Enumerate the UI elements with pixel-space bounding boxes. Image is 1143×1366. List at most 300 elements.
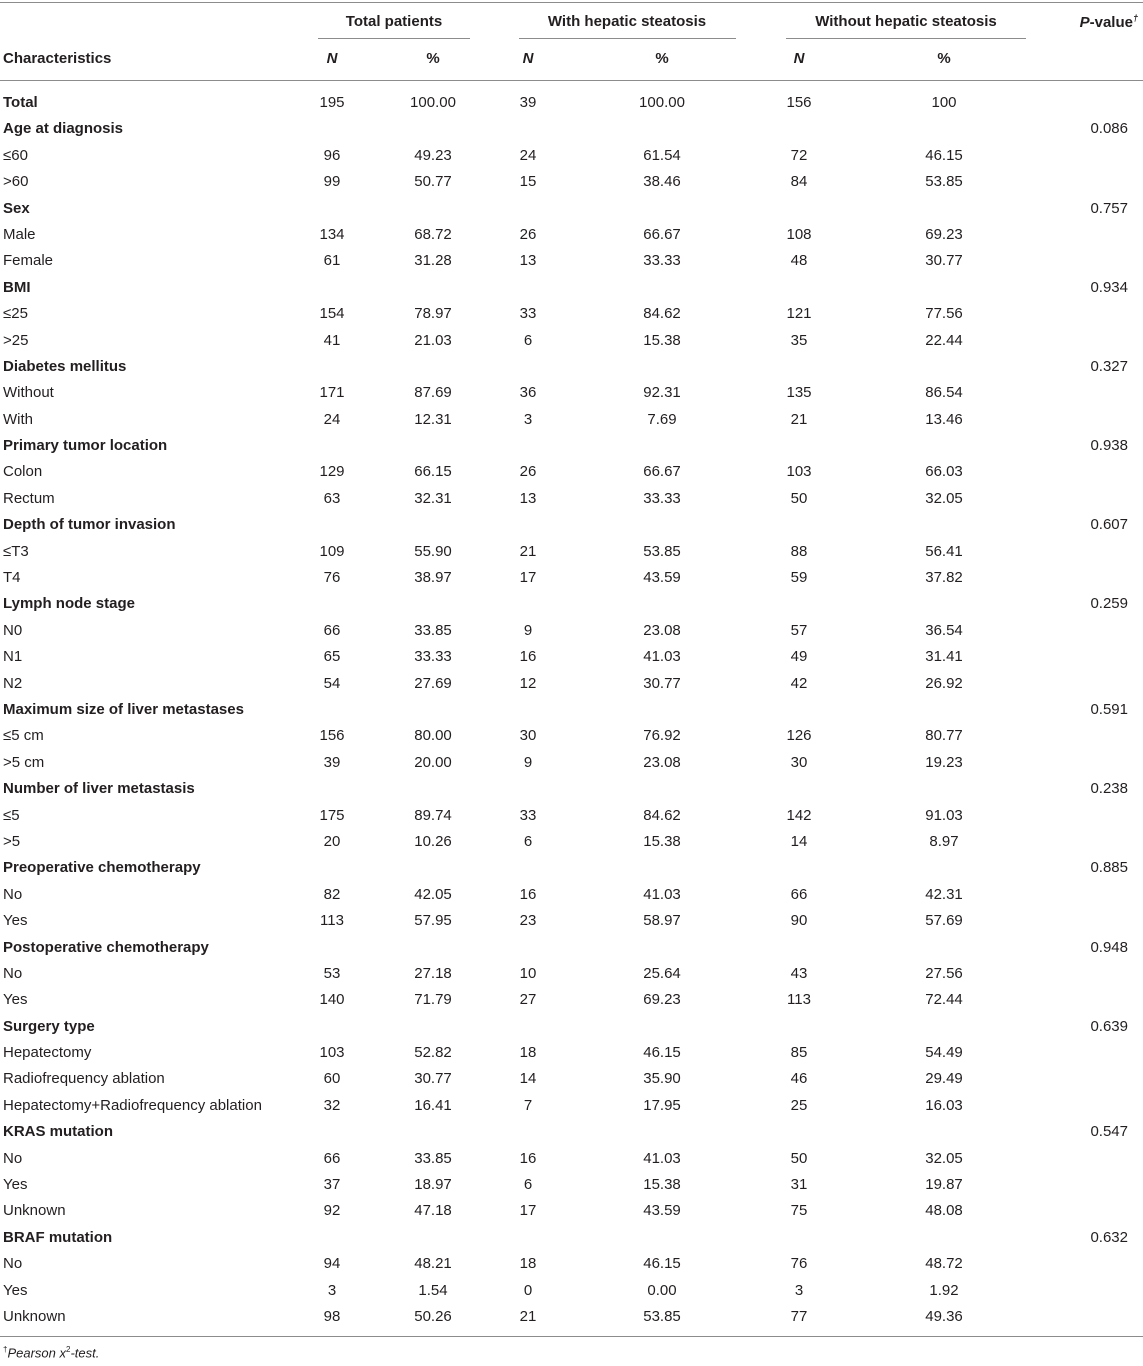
cell-n-without: 85 [790, 1044, 808, 1062]
header-underline-with [519, 38, 736, 39]
cell-n-with: 30 [519, 727, 537, 745]
cell-n-with: 27 [519, 991, 537, 1009]
cell-pct-with: 7.69 [647, 410, 677, 428]
row-label: Hepatectomy [3, 1044, 92, 1062]
table-row [0, 248, 1143, 274]
row-label: Yes [3, 991, 28, 1009]
row-label: Postoperative chemotherapy [3, 938, 209, 956]
table-row [0, 618, 1143, 644]
cell-pct-without: 69.23 [925, 225, 963, 243]
cell-n-without: 31 [790, 1176, 808, 1194]
cell-n-total: 99 [323, 173, 341, 191]
cell-n-without: 57 [790, 621, 808, 639]
row-label: BRAF mutation [3, 1228, 113, 1246]
header-pvalue-dagger: † [1132, 13, 1138, 23]
category-row [0, 855, 1143, 881]
cell-pct-without: 16.03 [925, 1096, 963, 1114]
table-row [0, 301, 1143, 327]
cell-n-total: 175 [319, 806, 345, 824]
cell-pvalue: 0.327 [1090, 357, 1128, 375]
cell-n-with: 15 [519, 173, 537, 191]
cell-pct-total: 12.31 [414, 410, 452, 428]
cell-pct-total: 21.03 [414, 331, 452, 349]
cell-n-without: 66 [790, 885, 808, 903]
cell-n-total: 94 [323, 1255, 341, 1273]
cell-n-with: 6 [523, 1176, 533, 1194]
cell-pct-with: 69.23 [643, 991, 681, 1009]
cell-pct-total: 32.31 [414, 489, 452, 507]
header-group-with-steatosis: With hepatic steatosis [547, 13, 707, 30]
cell-n-total: 66 [323, 1149, 341, 1167]
cell-pct-without: 22.44 [925, 331, 963, 349]
cell-pct-without: 19.87 [925, 1176, 963, 1194]
cell-pct-total: 66.15 [414, 463, 452, 481]
row-label: No [3, 964, 23, 982]
row-label: No [3, 1149, 23, 1167]
table-row [0, 486, 1143, 512]
table-body [0, 90, 1143, 1330]
cell-pct-without: 37.82 [925, 569, 963, 587]
row-label: Yes [3, 912, 28, 930]
cell-pct-with: 23.08 [643, 753, 681, 771]
cell-n-total: 53 [323, 964, 341, 982]
cell-pct-with: 76.92 [643, 727, 681, 745]
cell-n-with: 18 [519, 1044, 537, 1062]
header-n-without: N [793, 50, 805, 67]
cell-pct-total: 48.21 [414, 1255, 452, 1273]
cell-n-without: 142 [786, 806, 812, 824]
cell-pct-without: 30.77 [925, 252, 963, 270]
cell-n-without: 126 [786, 727, 812, 745]
table-row [0, 829, 1143, 855]
cell-n-total: 82 [323, 885, 341, 903]
cell-n-with: 14 [519, 1070, 537, 1088]
cell-n-total: 129 [319, 463, 345, 481]
cell-pct-total: 31.28 [414, 252, 452, 270]
table-bottom-rule [0, 1336, 1143, 1337]
row-label: ≤5 cm [3, 727, 44, 745]
cell-pct-total: 68.72 [414, 225, 452, 243]
row-label: With [3, 410, 33, 428]
cell-pct-without: 26.92 [925, 674, 963, 692]
row-label: Unknown [3, 1307, 66, 1325]
cell-pct-with: 25.64 [643, 964, 681, 982]
cell-pct-with: 41.03 [643, 885, 681, 903]
table-row [0, 1172, 1143, 1198]
cell-pct-total: 71.79 [414, 991, 452, 1009]
category-row [0, 433, 1143, 459]
cell-n-with: 13 [519, 252, 537, 270]
cell-n-with: 24 [519, 146, 537, 164]
row-label: BMI [3, 278, 31, 296]
header-n-total: N [326, 50, 338, 67]
cell-n-with: 16 [519, 885, 537, 903]
cell-n-with: 9 [523, 621, 533, 639]
cell-pvalue: 0.607 [1090, 516, 1128, 534]
row-label: KRAS mutation [3, 1123, 113, 1141]
cell-n-without: 42 [790, 674, 808, 692]
cell-pct-with: 33.33 [643, 252, 681, 270]
cell-n-total: 113 [320, 912, 344, 930]
row-label: N0 [3, 621, 23, 639]
cell-n-without: 50 [790, 489, 808, 507]
cell-n-total: 109 [319, 542, 345, 560]
cell-n-without: 76 [790, 1255, 808, 1273]
cell-pct-total: 47.18 [414, 1202, 452, 1220]
header-characteristics: Characteristics [3, 50, 112, 67]
cell-n-with: 6 [523, 331, 533, 349]
cell-pct-with: 100.00 [639, 94, 685, 111]
cell-pvalue: 0.591 [1090, 700, 1128, 718]
cell-pct-without: 86.54 [925, 384, 963, 402]
cell-pct-total: 52.82 [414, 1044, 452, 1062]
table-row [0, 1066, 1143, 1092]
row-label: T4 [3, 569, 21, 587]
cell-pct-without: 46.15 [925, 146, 963, 164]
cell-n-without: 14 [790, 832, 808, 850]
cell-pct-without: 66.03 [925, 463, 963, 481]
cell-pct-without: 77.56 [925, 305, 963, 323]
cell-n-without: 21 [790, 410, 808, 428]
cell-pct-total: 50.77 [414, 173, 452, 191]
cell-pct-without: 53.85 [925, 173, 963, 191]
cell-pvalue: 0.938 [1090, 437, 1128, 455]
cell-n-without: 121 [786, 305, 812, 323]
cell-pct-with: 66.67 [643, 463, 681, 481]
table-row [0, 671, 1143, 697]
table-row [0, 539, 1143, 565]
cell-n-with: 21 [519, 1307, 537, 1325]
header-pct-without: % [937, 50, 951, 67]
row-label: No [3, 885, 23, 903]
table-row [0, 1304, 1143, 1330]
row-label: Colon [3, 463, 43, 481]
cell-pct-total: 30.77 [414, 1070, 452, 1088]
category-row [0, 776, 1143, 802]
table-row [0, 169, 1143, 195]
cell-pct-without: 54.49 [925, 1044, 963, 1062]
cell-pct-total: 27.69 [414, 674, 452, 692]
cell-n-total: 37 [323, 1176, 341, 1194]
row-label: ≤5 [3, 806, 20, 824]
cell-n-with: 10 [519, 964, 537, 982]
cell-pct-with: 35.90 [643, 1070, 681, 1088]
cell-pct-total: 33.85 [414, 621, 452, 639]
cell-pct-without: 19.23 [925, 753, 963, 771]
cell-pct-without: 13.46 [925, 410, 963, 428]
category-row [0, 591, 1143, 617]
cell-n-total: 60 [323, 1070, 341, 1088]
cell-n-total: 63 [323, 489, 341, 507]
cell-n-with: 36 [519, 384, 537, 402]
cell-pvalue: 0.934 [1090, 278, 1128, 296]
row-label: >25 [3, 331, 29, 349]
header-pvalue [1080, 13, 1138, 31]
row-label: Age at diagnosis [3, 120, 124, 138]
table-row [0, 380, 1143, 406]
row-label: Number of liver metastasis [3, 780, 195, 798]
category-row [0, 1119, 1143, 1145]
cell-n-with: 33 [519, 806, 537, 824]
cell-n-with: 33 [519, 305, 537, 323]
footnote-sup: 2 [66, 1345, 71, 1354]
cell-pct-total: 57.95 [414, 912, 452, 930]
cell-n-with: 16 [519, 648, 537, 666]
cell-n-total: 65 [323, 648, 341, 666]
cell-pvalue: 0.885 [1090, 859, 1128, 877]
cell-pct-without: 32.05 [925, 489, 963, 507]
cell-n-without: 59 [790, 569, 808, 587]
table-row [0, 1278, 1143, 1304]
cell-n-with: 12 [519, 674, 537, 692]
row-label: Yes [3, 1281, 28, 1299]
table-row [0, 222, 1143, 248]
table-row [0, 882, 1143, 908]
table-row [0, 644, 1143, 670]
cell-n-with: 16 [519, 1149, 537, 1167]
category-row [0, 697, 1143, 723]
cell-n-total: 24 [323, 410, 341, 428]
category-row [0, 275, 1143, 301]
row-label: Without [3, 384, 54, 402]
cell-n-without: 108 [786, 225, 812, 243]
cell-n-total: 103 [319, 1044, 345, 1062]
cell-pct-without: 32.05 [925, 1149, 963, 1167]
cell-n-with: 9 [523, 753, 533, 771]
cell-n-without: 75 [790, 1202, 808, 1220]
cell-n-without: 49 [790, 648, 808, 666]
row-label: Hepatectomy+Radiofrequency ablation [3, 1096, 262, 1114]
category-row [0, 116, 1143, 142]
cell-pct-total: 18.97 [414, 1176, 452, 1194]
cell-n-total: 54 [323, 674, 341, 692]
table-row [0, 143, 1143, 169]
cell-pvalue: 0.948 [1090, 938, 1128, 956]
cell-n-without: 50 [790, 1149, 808, 1167]
footnote [3, 1345, 99, 1360]
table-row [0, 1093, 1143, 1119]
header-underline-without [786, 38, 1026, 39]
cell-n-without: 35 [790, 331, 808, 349]
cell-pct-with: 38.46 [643, 173, 681, 191]
cell-n-total: 41 [323, 331, 341, 349]
cell-pct-with: 41.03 [643, 648, 681, 666]
row-label: Male [3, 225, 36, 243]
cell-n-with: 6 [523, 832, 533, 850]
cell-n-without: 46 [790, 1070, 808, 1088]
category-row [0, 196, 1143, 222]
cell-n-with: 23 [519, 912, 537, 930]
cell-n-without: 3 [794, 1281, 804, 1299]
row-label: Total [3, 94, 38, 111]
row-label: ≤25 [3, 305, 28, 323]
cell-pct-without: 48.08 [925, 1202, 963, 1220]
cell-n-without: 88 [790, 542, 808, 560]
cell-pct-with: 17.95 [643, 1096, 681, 1114]
cell-n-total: 76 [323, 569, 341, 587]
row-label: Maximum size of liver metastases [3, 700, 244, 718]
cell-pct-without: 29.49 [925, 1070, 963, 1088]
cell-pvalue: 0.632 [1090, 1228, 1128, 1246]
cell-pct-with: 15.38 [643, 331, 681, 349]
header-n-with: N [522, 50, 534, 67]
row-label: No [3, 1255, 23, 1273]
cell-n-without: 103 [786, 463, 812, 481]
cell-pct-without: 80.77 [925, 727, 963, 745]
cell-n-total: 134 [319, 225, 345, 243]
cell-pct-total: 55.90 [414, 542, 452, 560]
table-row [0, 908, 1143, 934]
cell-pct-with: 15.38 [643, 832, 681, 850]
cell-pct-without: 1.92 [929, 1281, 959, 1299]
cell-pct-without: 57.69 [925, 912, 963, 930]
cell-n-with: 21 [519, 542, 537, 560]
cell-pct-with: 41.03 [643, 1149, 681, 1167]
row-label: N2 [3, 674, 23, 692]
cell-n-with: 3 [523, 410, 533, 428]
table-row [0, 1040, 1143, 1066]
table-row [0, 750, 1143, 776]
cell-pvalue: 0.639 [1090, 1017, 1128, 1035]
total-row [0, 90, 1143, 116]
cell-pct-without: 48.72 [925, 1255, 963, 1273]
table-row [0, 1198, 1143, 1224]
cell-n-total: 20 [323, 832, 341, 850]
cell-n-total: 171 [319, 384, 345, 402]
cell-pct-with: 58.97 [643, 912, 681, 930]
cell-n-total: 32 [323, 1096, 341, 1114]
header-bottom-rule [0, 80, 1143, 81]
cell-pct-total: 10.26 [414, 832, 452, 850]
cell-pct-without: 27.56 [925, 964, 963, 982]
row-label: N1 [3, 648, 23, 666]
cell-pct-total: 100.00 [410, 94, 456, 111]
row-label: ≤T3 [3, 542, 29, 560]
cell-n-total: 140 [319, 991, 345, 1009]
cell-pct-with: 0.00 [647, 1281, 677, 1299]
cell-n-without: 25 [790, 1096, 808, 1114]
cell-n-total: 195 [319, 94, 345, 111]
cell-pvalue: 0.086 [1090, 120, 1128, 138]
cell-n-with: 17 [519, 1202, 537, 1220]
header-underline-total [318, 38, 470, 39]
cell-pct-total: 78.97 [414, 305, 452, 323]
cell-pct-with: 84.62 [643, 806, 681, 824]
row-label: Radiofrequency ablation [3, 1070, 165, 1088]
header-pvalue-p: P [1079, 14, 1090, 31]
cell-pct-without: 31.41 [925, 648, 963, 666]
row-label: Diabetes mellitus [3, 357, 127, 375]
cell-pct-with: 33.33 [643, 489, 681, 507]
category-row [0, 354, 1143, 380]
footnote-text-a: Pearson [7, 1345, 60, 1361]
cell-n-without: 113 [787, 991, 811, 1009]
row-label: >5 [3, 832, 21, 850]
cell-n-total: 39 [323, 753, 341, 771]
cell-pct-with: 46.15 [643, 1044, 681, 1062]
cell-n-with: 39 [519, 94, 537, 111]
table-row [0, 803, 1143, 829]
cell-pct-without: 56.41 [925, 542, 963, 560]
table-row [0, 1146, 1143, 1172]
cell-pct-with: 43.59 [643, 569, 681, 587]
footnote-dagger: † [3, 1345, 8, 1354]
category-row [0, 935, 1143, 961]
category-row [0, 1014, 1143, 1040]
cell-n-without: 135 [786, 384, 812, 402]
row-label: Lymph node stage [3, 595, 135, 613]
row-label: >5 cm [3, 753, 45, 771]
cell-pct-total: 38.97 [414, 569, 452, 587]
cell-pct-with: 46.15 [643, 1255, 681, 1273]
cell-n-with: 0 [523, 1281, 533, 1299]
table-row [0, 565, 1143, 591]
row-label: Sex [3, 199, 30, 217]
cell-pct-with: 15.38 [643, 1176, 681, 1194]
table-top-rule [0, 2, 1143, 3]
cell-pct-total: 49.23 [414, 146, 452, 164]
cell-n-total: 61 [323, 252, 341, 270]
cell-n-without: 43 [790, 964, 808, 982]
cell-pvalue: 0.547 [1090, 1123, 1128, 1141]
cell-pct-without: 72.44 [925, 991, 963, 1009]
table-row [0, 961, 1143, 987]
cell-n-total: 156 [319, 727, 345, 745]
cell-pct-without: 91.03 [925, 806, 963, 824]
cell-pct-total: 33.85 [414, 1149, 452, 1167]
cell-pct-total: 33.33 [414, 648, 452, 666]
row-label: Surgery type [3, 1017, 95, 1035]
cell-pct-with: 84.62 [643, 305, 681, 323]
footnote-chi: x [59, 1345, 66, 1361]
row-label: Female [3, 252, 54, 270]
row-label: ≤60 [3, 146, 28, 164]
cell-n-without: 77 [790, 1307, 808, 1325]
table-row [0, 459, 1143, 485]
cell-pct-without: 100 [931, 94, 957, 111]
cell-n-without: 30 [790, 753, 808, 771]
table-row [0, 328, 1143, 354]
header-pct-with: % [655, 50, 669, 67]
cell-pct-total: 80.00 [414, 727, 452, 745]
cell-n-with: 26 [519, 463, 537, 481]
header-group-without-steatosis: Without hepatic steatosis [815, 13, 997, 30]
cell-pct-without: 42.31 [925, 885, 963, 903]
cell-pct-with: 53.85 [643, 542, 681, 560]
cell-n-with: 13 [519, 489, 537, 507]
row-label: Preoperative chemotherapy [3, 859, 201, 877]
table-row [0, 723, 1143, 749]
row-label: >60 [3, 173, 29, 191]
cell-pct-without: 49.36 [925, 1307, 963, 1325]
cell-n-total: 98 [323, 1307, 341, 1325]
cell-n-total: 3 [327, 1281, 337, 1299]
row-label: Yes [3, 1176, 28, 1194]
header-group-total: Total patients [345, 13, 443, 30]
cell-pct-total: 87.69 [414, 384, 452, 402]
category-row [0, 512, 1143, 538]
header-pct-total: % [426, 50, 440, 67]
cell-n-without: 48 [790, 252, 808, 270]
cell-n-without: 156 [786, 94, 812, 111]
cell-pct-with: 30.77 [643, 674, 681, 692]
cell-pct-without: 36.54 [925, 621, 963, 639]
cell-pct-with: 66.67 [643, 225, 681, 243]
cell-n-without: 72 [790, 146, 808, 164]
category-row [0, 1225, 1143, 1251]
cell-n-with: 17 [519, 569, 537, 587]
footnote-text-b: -test. [70, 1345, 100, 1361]
